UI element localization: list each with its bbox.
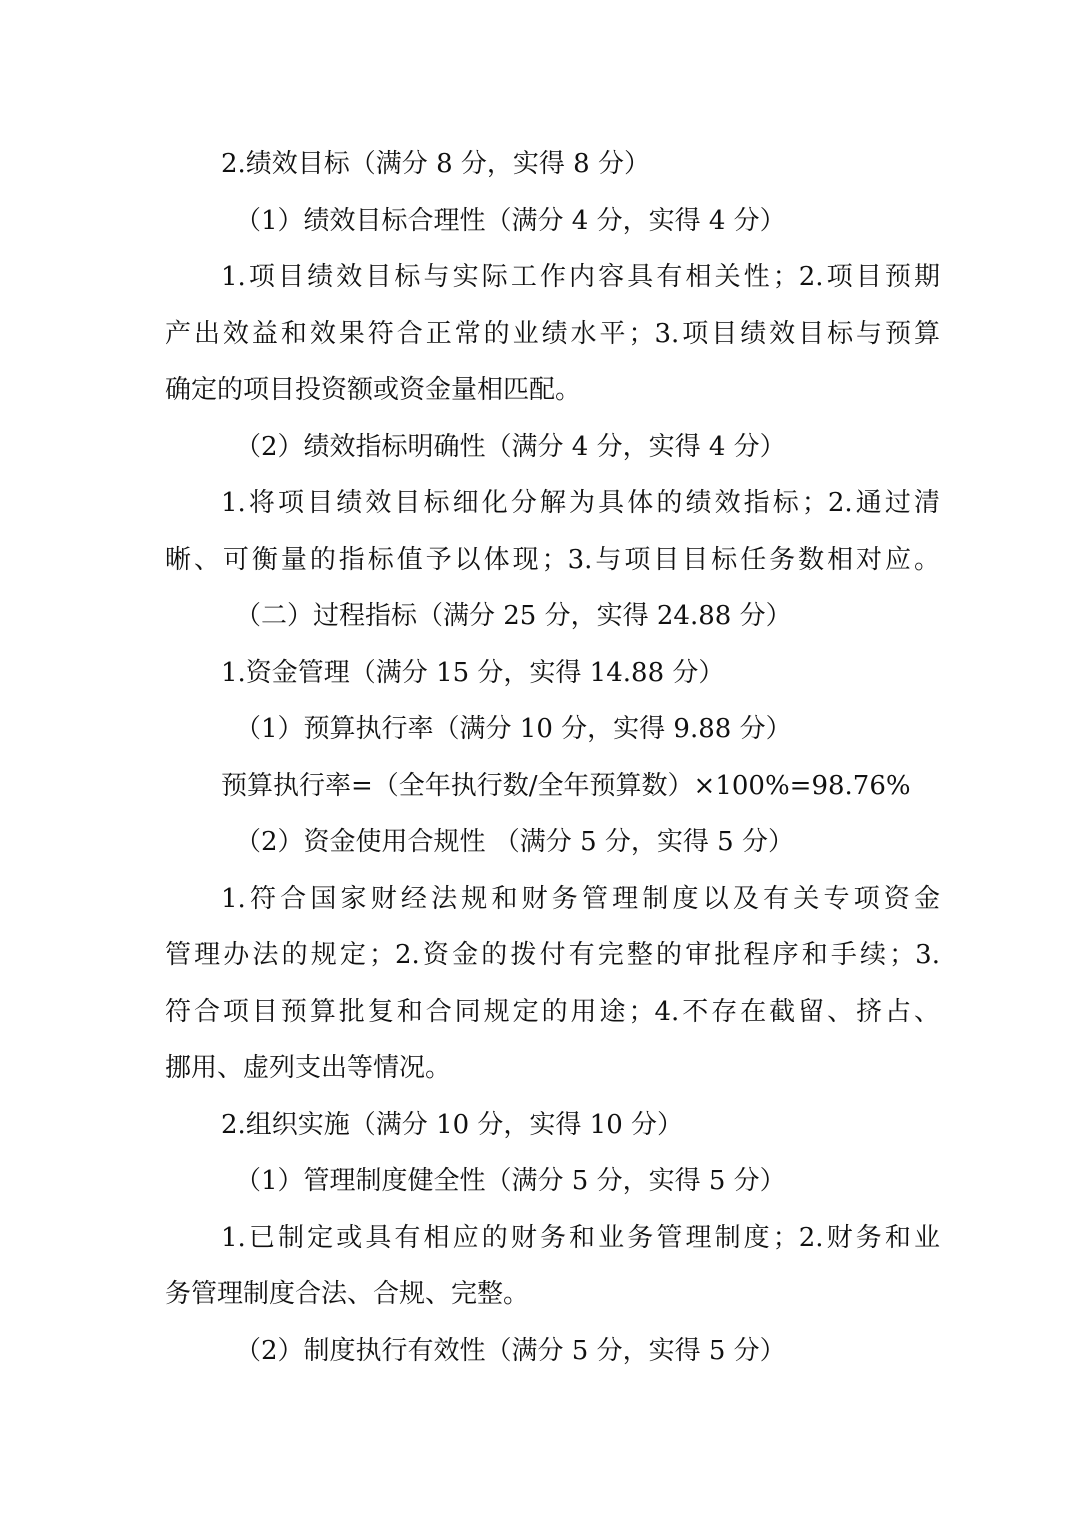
section-heading-process-indicators: （二）过程指标（满分 25 分，实得 24.88 分）: [235, 601, 792, 631]
paragraph-line: 1.已制定或具有相应的财务和业务管理制度；2.财务和业: [221, 1222, 940, 1253]
paragraph-line: 挪用、虚列支出等情况。: [165, 1053, 452, 1083]
paragraph-line: 确定的项目投资额或资金量相匹配。: [165, 375, 582, 405]
subheading-system-soundness: （1）管理制度健全性（满分 5 分，实得 5 分）: [235, 1166, 786, 1196]
paragraph-line: 1.将项目绩效目标细化分解为具体的绩效指标；2.通过清: [221, 488, 940, 518]
paragraph-line: 1.项目绩效目标与实际工作内容具有相关性；2.项目预期: [221, 262, 940, 292]
section-heading-fund-management: 1.资金管理（满分 15 分，实得 14.88 分）: [221, 657, 725, 688]
subheading-system-effectiveness: （2）制度执行有效性（满分 5 分，实得 5 分）: [235, 1335, 786, 1366]
formula-budget-execution-rate: 预算执行率=（全年执行数/全年预算数）×100%=98.76%: [221, 770, 911, 801]
paragraph-line: 符合项目预算批复和合同规定的用途；4.不存在截留、挤占、: [165, 996, 940, 1027]
paragraph-line: 产出效益和效果符合正常的业绩水平；3.项目绩效目标与预算: [165, 318, 940, 349]
subheading-fund-compliance: （2）资金使用合规性 （满分 5 分，实得 5 分）: [235, 827, 794, 857]
paragraph-line: 管理办法的规定；2.资金的拨付有完整的审批程序和手续；3.: [165, 940, 940, 970]
section-heading-performance-goals: 2.绩效目标（满分 8 分，实得 8 分）: [221, 149, 650, 179]
paragraph-line: 晰、可衡量的指标值予以体现；3.与项目目标任务数相对应。: [165, 544, 940, 575]
paragraph-line: 务管理制度合法、合规、完整。: [165, 1279, 530, 1309]
paragraph-line: 1.符合国家财经法规和财务管理制度以及有关专项资金: [221, 883, 940, 914]
subheading-goal-rationality: （1）绩效目标合理性（满分 4 分，实得 4 分）: [235, 205, 786, 236]
section-heading-organization: 2.组织实施（满分 10 分，实得 10 分）: [221, 1109, 684, 1140]
subheading-budget-execution-rate: （1）预算执行率（满分 10 分，实得 9.88 分）: [235, 714, 792, 744]
document-body: [165, 136, 940, 1379]
subheading-indicator-clarity: （2）绩效指标明确性（满分 4 分，实得 4 分）: [235, 431, 786, 462]
